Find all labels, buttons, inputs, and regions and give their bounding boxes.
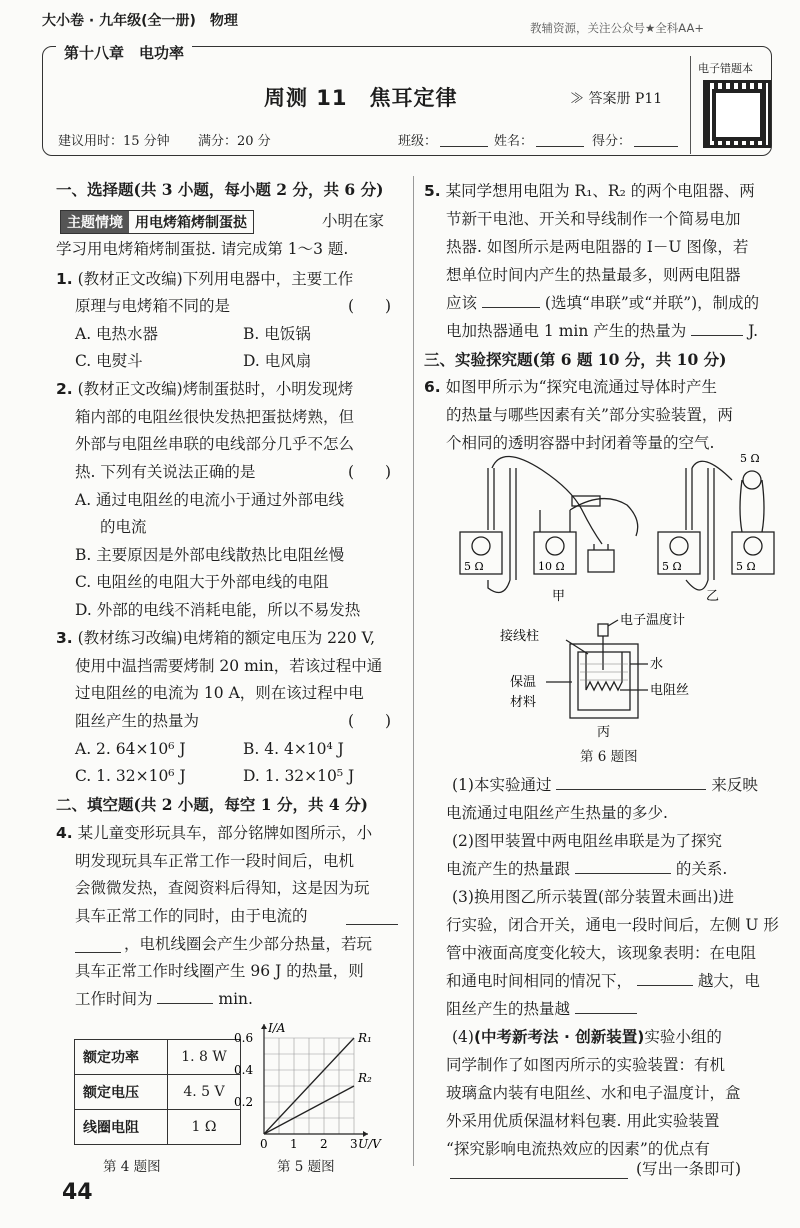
q6-blank-4[interactable] — [575, 999, 637, 1014]
q3-option-c[interactable]: C. 1. 32×10⁶ J — [75, 767, 186, 785]
spec-key: 额定电压 — [75, 1075, 168, 1110]
q6-p4-line2: 同学制作了如图丙所示的实验装置：有机 — [446, 1056, 726, 1074]
q2-option-c[interactable]: C. 电阻丝的电阻大于外部电线的电阻 — [75, 573, 329, 591]
q6-blank-2[interactable] — [575, 859, 671, 874]
q1-line2: 原理与电烤箱不同的是 — [75, 297, 231, 315]
q2-line1: (教材正文改编)烤制蛋挞时，小明发现烤 — [77, 380, 354, 398]
question-1 — [56, 266, 353, 293]
q4-blank-1[interactable] — [346, 924, 398, 925]
q6-p2-b: 的关系. — [675, 860, 728, 878]
promo-text: 教辅资源，关注公众号★全科AA+ — [530, 21, 704, 35]
q6-p3-b: 越大，电 — [697, 972, 760, 990]
chapter-title: 第十八章 电功率 — [56, 42, 192, 63]
topic-name: 用电烤箱烤制蛋挞 — [135, 215, 247, 231]
label-r5c: 5 Ω — [736, 560, 756, 573]
q4-blank-1-cont[interactable] — [75, 952, 121, 953]
x-axis-label: U/V — [358, 1137, 381, 1151]
q6-p4-line3: 玻璃盒内装有电阻丝、水和电子温度计，盒 — [446, 1084, 741, 1102]
q3-option-d[interactable]: D. 1. 32×10⁵ J — [243, 767, 355, 785]
q2-option-a-cont: 的电流 — [100, 518, 147, 536]
q5-blank-2[interactable] — [691, 321, 743, 336]
book-title: 大小卷 · 九年级(全一册) 物理 — [42, 13, 238, 29]
label-water: 水 — [650, 657, 664, 672]
q6-part3: (3)换用图乙所示装置(部分装置未画出)进 — [452, 888, 735, 906]
q4-line1: 某儿童变形玩具车，部分铭牌如图所示，小 — [77, 824, 373, 842]
topic-text: 小明在家 — [322, 212, 385, 230]
class-label: 班级： — [398, 134, 438, 149]
column-divider — [413, 176, 414, 1166]
q5-line6 — [446, 318, 758, 345]
q6-p3-c: 阻丝产生的热量越 — [446, 1000, 571, 1018]
q3-line4: 阻丝产生的热量为 — [75, 712, 200, 730]
fig5-caption: 第 5 题图 — [277, 1159, 335, 1175]
q3-option-a[interactable]: A. 2. 64×10⁶ J — [75, 740, 186, 758]
fig6-caption: 第 6 题图 — [580, 749, 638, 765]
label-jia: 甲 — [552, 589, 566, 604]
table-row — [75, 1110, 241, 1145]
q6-p4-num: (4) — [452, 1028, 474, 1046]
q3-number: 3. — [56, 629, 73, 647]
name-label: 姓名： — [494, 134, 534, 149]
q1-line1: (教材正文改编)下列用电器中，主要工作 — [77, 270, 354, 288]
q6-number: 6. — [424, 378, 441, 396]
fig4-caption: 第 4 题图 — [103, 1159, 161, 1175]
label-r10: 10 Ω — [538, 560, 565, 573]
q3-line1: (教材练习改编)电烤箱的额定电压为 220 V, — [77, 629, 376, 647]
series-label: R₂ — [358, 1071, 372, 1085]
q2-answer-paren[interactable]: ( ) — [348, 463, 392, 481]
score-label: 满分：20 分 — [198, 134, 271, 149]
q6-part1 — [452, 772, 758, 799]
q6-p4-line4: 外采用优质保温材料包裹. 用此实验装置 — [446, 1112, 720, 1130]
y-axis-arrow — [261, 1024, 267, 1029]
spec-key: 线圈电阻 — [75, 1110, 168, 1145]
q6-p1-line2: 电流通过电阻丝产生热量的多少. — [446, 804, 668, 822]
spec-value: 4. 5 V — [168, 1075, 241, 1110]
q5-number: 5. — [424, 182, 441, 200]
q5-line5-a: 应该 — [446, 294, 478, 312]
q4-line7 — [75, 986, 253, 1013]
question-3 — [56, 625, 375, 652]
q5-line1: 某同学想用电阻为 R₁、R₂ 的两个电阻器、两 — [445, 182, 755, 200]
q6-blank-1[interactable] — [556, 775, 706, 790]
q2-option-d[interactable]: D. 外部的电线不消耗电能，所以不易发热 — [75, 601, 361, 619]
q2-line4: 热. 下列有关说法正确的是 — [75, 463, 256, 481]
question-2 — [56, 376, 353, 403]
q2-option-b[interactable]: B. 主要原因是外部电线散热比电阻丝慢 — [75, 546, 345, 564]
label-r5top: 5 Ω — [740, 452, 760, 465]
y-tick-label: 0.2 — [234, 1095, 254, 1109]
q3-answer-paren[interactable]: ( ) — [348, 712, 392, 730]
time-label: 建议用时：15 分钟 — [58, 134, 170, 149]
q5-blank-1[interactable] — [482, 293, 540, 308]
y-tick-label: 0.6 — [234, 1031, 254, 1045]
q6-p3-line4 — [446, 968, 760, 995]
q4-line7-end: min. — [218, 990, 253, 1008]
q6-part4 — [452, 1024, 722, 1051]
figure-jia-yi — [452, 450, 782, 610]
q6-p4-a: 实验小组的 — [644, 1028, 722, 1046]
page-title: 周测 11 焦耳定律 — [264, 86, 458, 110]
label-insul2: 材料 — [510, 695, 537, 710]
q6-p3-line3: 管中液面高度变化较大，该现象表明：在电阻 — [446, 944, 757, 962]
q1-option-d[interactable]: D. 电风扇 — [243, 352, 312, 370]
q1-option-b[interactable]: B. 电饭锅 — [243, 325, 311, 343]
q4-line6: 具车正常工作时线圈产生 96 J 的热量，则 — [75, 962, 364, 980]
q6-p2-a: 电流产生的热量跟 — [446, 860, 571, 878]
question-4 — [56, 820, 372, 847]
figure-bing — [500, 610, 730, 744]
q6-p2-line2 — [446, 856, 727, 883]
q4-line7-text: 工作时间为 — [75, 990, 153, 1008]
q6-p4-end: (写出一条即可) — [636, 1160, 742, 1178]
q6-p4-tag: (中考新考法 · 创新装置) — [473, 1028, 645, 1046]
series-label: R₁ — [358, 1031, 372, 1045]
grade-label: 得分： — [592, 134, 632, 149]
q2-line2: 箱内部的电阻丝很快发热把蛋挞烤熟，但 — [75, 408, 355, 426]
y-axis-label: I/A — [268, 1022, 286, 1035]
q4-line4: 具车正常工作的同时，由于电流的 — [75, 907, 308, 925]
q1-option-c[interactable]: C. 电熨斗 — [75, 352, 143, 370]
q1-option-a[interactable]: A. 电热水器 — [75, 325, 159, 343]
q6-line2: 的热量与哪些因素有关”部分实验装置，两 — [446, 406, 733, 424]
qr-code-center — [712, 89, 764, 141]
class-field[interactable] — [440, 146, 488, 147]
name-field[interactable] — [536, 146, 584, 147]
q6-p3-line5 — [446, 996, 637, 1023]
q5-line3: 热器. 如图所示是两电阻器的 I－U 图像，若 — [446, 238, 749, 256]
q1-answer-paren[interactable]: ( ) — [348, 297, 392, 315]
label-r5b: 5 Ω — [662, 560, 682, 573]
q4-line5: ，电机线圈会产生少部分热量，若玩 — [124, 935, 373, 953]
x-tick-label: 3 — [350, 1137, 358, 1151]
q4-line3: 会微微发热，查阅资料后得知，这是因为玩 — [75, 879, 370, 897]
topic-label: 主题情境 — [61, 211, 129, 233]
q5-line5-b: (选填“串联”或“并联”)，制成的 — [544, 294, 760, 312]
label-thermo: 电子温度计 — [620, 613, 686, 628]
q6-part2: (2)图甲装置中两电阻丝串联是为了探究 — [452, 832, 722, 850]
label-wire: 电阻丝 — [650, 683, 690, 698]
q6-blank-3[interactable] — [637, 971, 693, 986]
label-bing: 丙 — [597, 725, 611, 740]
q3-option-b[interactable]: B. 4. 4×10⁴ J — [243, 740, 344, 758]
q1-number: 1. — [56, 270, 73, 288]
spec-key: 额定功率 — [75, 1040, 168, 1075]
q6-line1: 如图甲所示为“探究电流通过导体时产生 — [445, 378, 718, 396]
section3-heading: 三、实验探究题(第 6 题 10 分，共 10 分) — [424, 350, 727, 369]
q6-line3: 个相同的透明容器中封闭着等量的空气. — [446, 434, 715, 452]
q6-p3-a: 和通电时间相同的情况下， — [446, 972, 633, 990]
q6-p3-line2: 行实验，闭合开关，通电一段时间后，左侧 U 形 — [446, 916, 779, 934]
q5-line4: 想单位时间内产生的热量最多，则两电阻器 — [446, 266, 741, 284]
y-tick-label: 0.4 — [234, 1063, 254, 1077]
question-6 — [424, 374, 717, 401]
q6-p1-b: 来反映 — [711, 776, 758, 794]
label-terminal: 接线柱 — [500, 629, 540, 644]
q2-line3: 外部与电阻丝串联的电线部分几乎不怎么 — [75, 435, 355, 453]
q5-line6-a: 电加热器通电 1 min 产生的热量为 — [446, 322, 687, 340]
grade-field[interactable] — [634, 146, 678, 147]
table-row — [75, 1075, 241, 1110]
q3-line3: 过电阻丝的电流为 10 A，则在该过程中电 — [75, 684, 364, 702]
q6-p4-line5: “探究影响电流热效应的因素”的优点有 — [446, 1140, 710, 1158]
question-5 — [424, 178, 755, 205]
spec-value: 1. 8 W — [168, 1040, 241, 1075]
nameplate-table — [74, 1039, 241, 1145]
topic-tag — [60, 210, 254, 234]
answer-ref: ≫ 答案册 P11 — [570, 91, 663, 107]
qr-label: 电子错题本 — [698, 62, 753, 75]
q4-line2: 明发现玩具车正常工作一段时间后，电机 — [75, 852, 355, 870]
x-tick-label: 0 — [260, 1137, 268, 1151]
spec-value: 1 Ω — [168, 1110, 241, 1145]
q3-line2: 使用中温挡需要烤制 20 min，若该过程中通 — [75, 657, 383, 675]
label-insul1: 保温 — [510, 675, 537, 690]
q4-number: 4. — [56, 824, 73, 842]
q4-blank-2[interactable] — [157, 989, 213, 1004]
section2-heading: 二、填空题(共 2 小题，每空 1 分，共 4 分) — [56, 795, 368, 814]
iu-chart — [232, 1022, 402, 1152]
label-r5a: 5 Ω — [464, 560, 484, 573]
q6-blank-5[interactable] — [450, 1178, 628, 1179]
table-row — [75, 1040, 241, 1075]
label-yi: 乙 — [706, 589, 720, 604]
q5-line5 — [446, 290, 759, 317]
page-number: 44 — [62, 1180, 93, 1205]
q6-p1-a: (1)本实验通过 — [452, 776, 552, 794]
q5-line6-b: J. — [748, 322, 759, 340]
section1-heading: 一、选择题(共 3 小题，每小题 2 分，共 6 分) — [56, 180, 384, 199]
q2-option-a[interactable]: A. 通过电阻丝的电流小于通过外部电线 — [75, 491, 345, 509]
x-tick-label: 1 — [290, 1137, 298, 1151]
q2-number: 2. — [56, 380, 73, 398]
q5-line2: 节新干电池、开关和导线制作一个简易电加 — [446, 210, 741, 228]
topic-text-2: 学习用电烤箱烤制蛋挞. 请完成第 1～3 题. — [56, 240, 349, 258]
x-tick-label: 2 — [320, 1137, 328, 1151]
